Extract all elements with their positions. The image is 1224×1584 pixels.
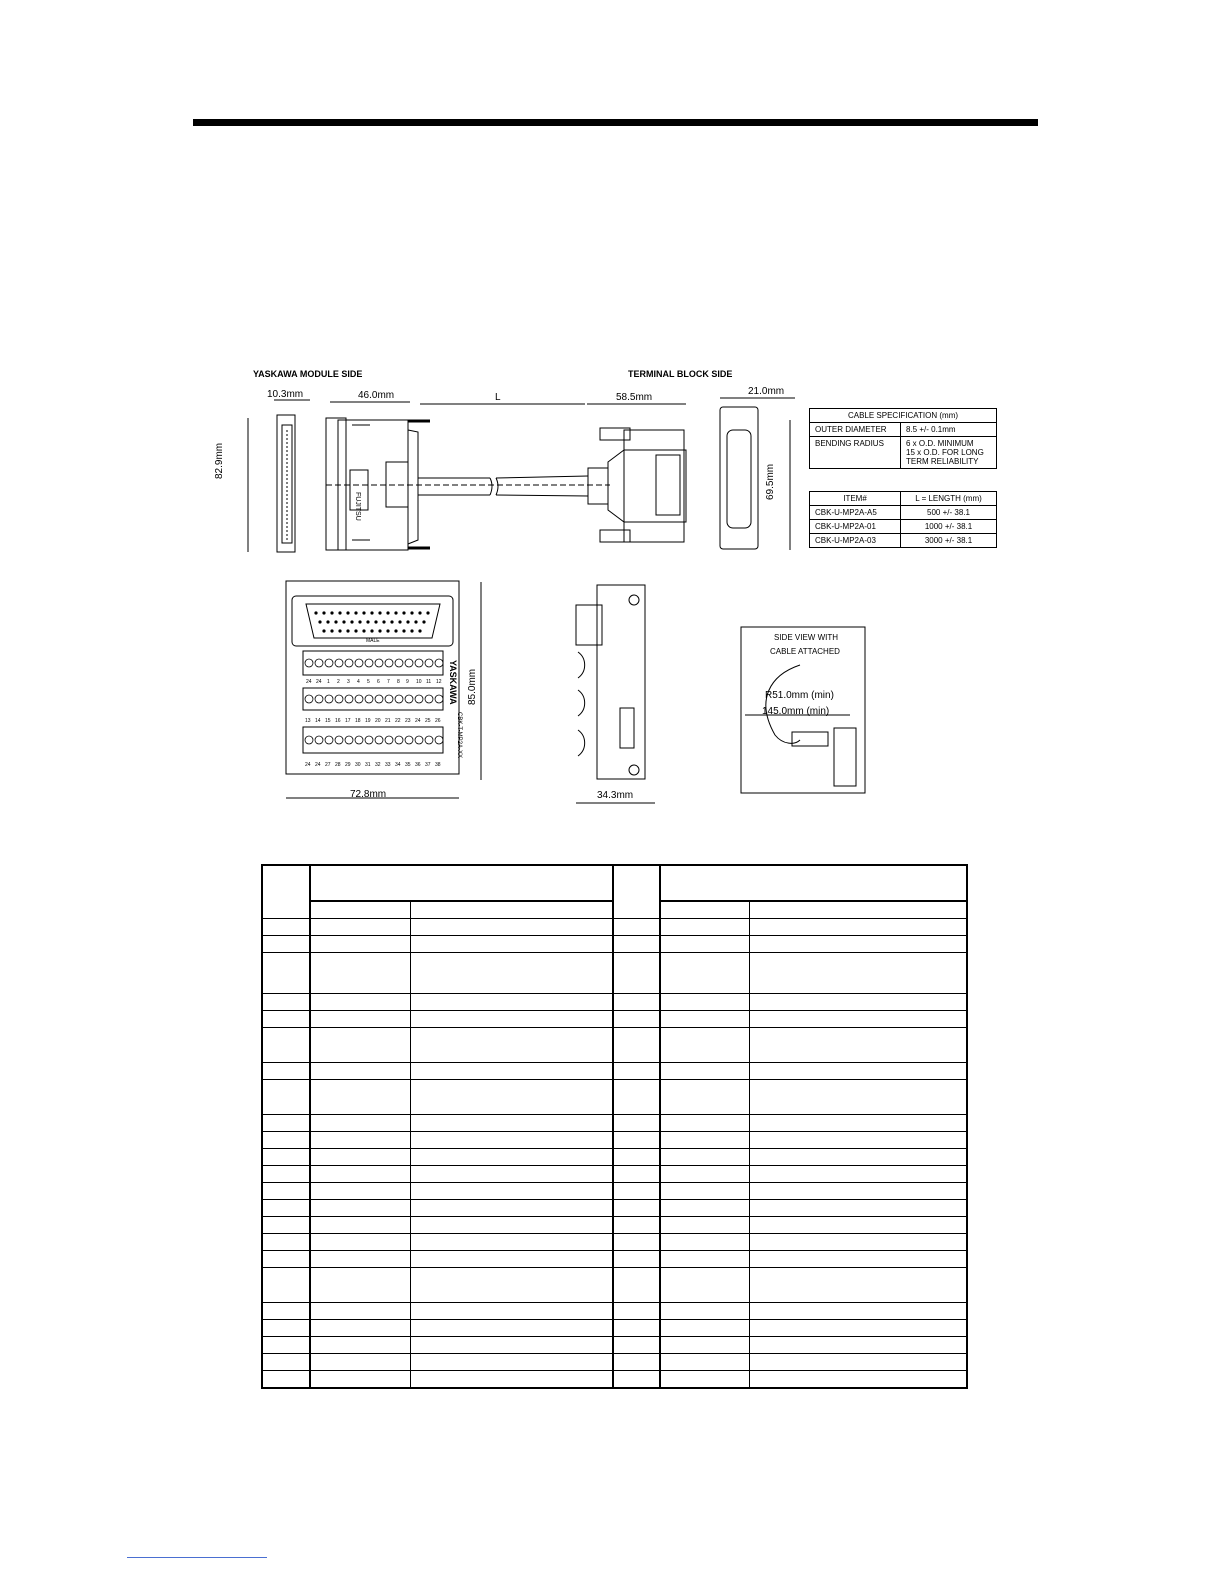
length-min-label: 145.0mm (min) <box>762 706 830 717</box>
tn2-4: 17 <box>345 718 351 724</box>
footer-line <box>127 1557 267 1558</box>
dim-85-0: 85.0mm <box>467 668 478 705</box>
pin-cell <box>749 1354 967 1371</box>
bottom-screw <box>600 530 630 542</box>
pin-cell <box>262 1337 310 1354</box>
side-view-screw-top <box>629 595 639 605</box>
pin-cell <box>410 1354 613 1371</box>
dim-21-0: 21.0mm <box>748 386 785 397</box>
module-connector-backshell <box>408 430 418 544</box>
pin-cell <box>613 1303 660 1320</box>
pin-cell <box>410 1183 613 1200</box>
tn1-13: 12 <box>436 679 442 685</box>
pin-cell <box>749 1251 967 1268</box>
tn2-7: 20 <box>375 718 381 724</box>
tn3-5: 30 <box>355 762 361 768</box>
pin-cell <box>613 1371 660 1389</box>
pin-cell <box>310 1251 410 1268</box>
tn1-8: 7 <box>387 679 390 685</box>
pin-cell <box>310 1183 410 1200</box>
pin-cell <box>613 919 660 936</box>
pin-cell <box>262 1354 310 1371</box>
pin-cell <box>410 1268 613 1303</box>
pin-cell <box>613 1354 660 1371</box>
pin-row <box>262 919 967 936</box>
item-row-item: CBK-U-MP2A-A5 <box>810 506 901 520</box>
pin-cell <box>613 1115 660 1132</box>
tn3-3: 28 <box>335 762 341 768</box>
pin-cell <box>410 1080 613 1115</box>
pin-cell <box>262 1251 310 1268</box>
tn2-1: 14 <box>315 718 321 724</box>
pin-cell <box>310 1234 410 1251</box>
tn2-0: 13 <box>305 718 311 724</box>
pin-cell <box>660 1115 749 1132</box>
pin-cell <box>749 1080 967 1115</box>
pin-cell <box>749 1268 967 1303</box>
pin-cell <box>410 1303 613 1320</box>
bend-line-2: 15 x O.D. FOR LONG <box>906 448 984 457</box>
pin-cell <box>660 1063 749 1080</box>
item-row-length: 500 +/- 38.1 <box>901 506 997 520</box>
pin-row <box>262 1251 967 1268</box>
pin-header-no-right <box>613 865 660 919</box>
pin-row <box>262 1268 967 1303</box>
pin-cell <box>613 1200 660 1217</box>
pin-cell <box>410 1337 613 1354</box>
pin-cell <box>749 1028 967 1063</box>
pin-cell <box>310 1268 410 1303</box>
pin-row <box>262 1011 967 1028</box>
pin-cell <box>310 936 410 953</box>
side-view-title-2: CABLE ATTACHED <box>770 647 840 656</box>
pin-cell <box>262 994 310 1011</box>
pin-cell <box>310 1303 410 1320</box>
terminal-connector-label <box>656 455 680 515</box>
pin-cell <box>410 1132 613 1149</box>
pin-cell <box>749 994 967 1011</box>
pin-cell <box>262 1234 310 1251</box>
bend-line-3: TERM RELIABILITY <box>906 457 979 466</box>
pin-cell <box>660 1200 749 1217</box>
pin-row <box>262 936 967 953</box>
pin-subheader <box>410 901 613 919</box>
side-view-screw-bottom <box>629 765 639 775</box>
pin-header-left <box>310 865 613 901</box>
side-view-body <box>597 585 645 779</box>
pin-cell <box>310 994 410 1011</box>
pin-cell <box>410 936 613 953</box>
item-length-table <box>809 491 997 548</box>
tn3-10: 35 <box>405 762 411 768</box>
pin-cell <box>262 1149 310 1166</box>
pin-cell <box>410 1115 613 1132</box>
pin-cell <box>660 1011 749 1028</box>
pin-cell <box>660 1166 749 1183</box>
pin-cell <box>310 1149 410 1166</box>
pin-row <box>262 1354 967 1371</box>
terminal-numbers <box>305 679 442 768</box>
tn1-11: 10 <box>416 679 422 685</box>
pin-cell <box>613 1320 660 1337</box>
pin-cell <box>613 953 660 994</box>
pin-cell <box>749 1063 967 1080</box>
pin-row <box>262 1234 967 1251</box>
pin-cell <box>310 1166 410 1183</box>
tn1-9: 8 <box>397 679 400 685</box>
pin-cell <box>310 1200 410 1217</box>
pin-row <box>262 953 967 994</box>
pin-cell <box>262 1063 310 1080</box>
pin-cell <box>613 1251 660 1268</box>
dim-82-9: 82.9mm <box>214 442 225 479</box>
pin-row <box>262 1371 967 1389</box>
pin-cell <box>660 1268 749 1303</box>
pin-cell <box>262 1166 310 1183</box>
pin-cell <box>410 1371 613 1389</box>
item-row-item: CBK-U-MP2A-03 <box>810 534 901 548</box>
dim-10-3: 10.3mm <box>267 389 304 400</box>
pin-cell <box>410 1200 613 1217</box>
pin-cell <box>310 1028 410 1063</box>
outer-diameter-value: 8.5 +/- 0.1mm <box>901 423 997 437</box>
pin-cell <box>613 1011 660 1028</box>
pin-cell <box>613 1268 660 1303</box>
tn1-3: 2 <box>337 679 340 685</box>
side-view-clamp-3 <box>578 730 585 756</box>
pin-cell <box>310 1217 410 1234</box>
item-header: ITEM# <box>810 492 901 506</box>
pin-cell <box>660 919 749 936</box>
pin-cell <box>660 1132 749 1149</box>
tn3-13: 38 <box>435 762 441 768</box>
pin-cell <box>262 1320 310 1337</box>
pin-cell <box>410 1217 613 1234</box>
tn1-1: 24 <box>316 679 322 685</box>
side-view-title-1: SIDE VIEW WITH <box>774 633 838 642</box>
outer-diameter-label: OUTER DIAMETER <box>810 423 901 437</box>
pin-cell <box>262 1011 310 1028</box>
pin-cell <box>410 1011 613 1028</box>
pin-row <box>262 1080 967 1115</box>
pin-header-no-left <box>262 865 310 919</box>
pin-cell <box>749 1149 967 1166</box>
pin-cell <box>613 1028 660 1063</box>
pin-row <box>262 994 967 1011</box>
tn1-10: 9 <box>406 679 409 685</box>
pin-cell <box>310 1320 410 1337</box>
pin-assignment-table <box>261 864 968 1389</box>
pin-cell <box>749 953 967 994</box>
terminal-block-outline <box>286 581 459 774</box>
pin-cell <box>660 1251 749 1268</box>
pin-cell <box>410 1251 613 1268</box>
tn2-9: 22 <box>395 718 401 724</box>
item-row-length: 1000 +/- 38.1 <box>901 520 997 534</box>
dim-69-5: 69.5mm <box>765 463 776 500</box>
pin-row <box>262 1217 967 1234</box>
inset-connector <box>792 732 828 746</box>
length-header: L = LENGTH (mm) <box>901 492 997 506</box>
pin-cell <box>749 1011 967 1028</box>
pin-cell <box>660 1354 749 1371</box>
pin-row <box>262 1166 967 1183</box>
tn2-8: 21 <box>385 718 391 724</box>
pin-cell <box>613 1217 660 1234</box>
pin-row <box>262 1149 967 1166</box>
cable-spec-table <box>809 408 997 469</box>
pin-cell <box>310 919 410 936</box>
dim-34-3: 34.3mm <box>597 790 634 801</box>
pin-row <box>262 1063 967 1080</box>
tn1-12: 11 <box>426 679 432 685</box>
pin-cell <box>613 936 660 953</box>
radius-label: R51.0mm (min) <box>765 690 834 701</box>
pin-cell <box>310 1337 410 1354</box>
terminal-side-heading: TERMINAL BLOCK SIDE <box>628 369 733 379</box>
side-view-connector <box>576 605 602 645</box>
pin-cell <box>310 1080 410 1115</box>
pin-cell <box>660 953 749 994</box>
pin-cell <box>410 1028 613 1063</box>
pin-cell <box>410 1063 613 1080</box>
pin-header-right <box>660 865 967 901</box>
tn1-6: 5 <box>367 679 370 685</box>
pin-cell <box>660 1080 749 1115</box>
pin-cell <box>410 919 613 936</box>
tn1-2: 1 <box>327 679 330 685</box>
pin-cell <box>749 1200 967 1217</box>
pin-cell <box>660 1371 749 1389</box>
pin-cell <box>613 1063 660 1080</box>
pin-subheader <box>749 901 967 919</box>
tn3-9: 34 <box>395 762 401 768</box>
side-view-label <box>620 708 634 748</box>
pin-cell <box>262 1080 310 1115</box>
tn2-10: 23 <box>405 718 411 724</box>
side-view-clamp-1 <box>578 652 585 678</box>
terminal-end-pins <box>727 430 751 528</box>
pin-cell <box>262 936 310 953</box>
tn2-2: 15 <box>325 718 331 724</box>
pin-cell <box>262 1371 310 1389</box>
pin-cell <box>410 1149 613 1166</box>
pin-cell <box>749 1217 967 1234</box>
pin-cell <box>749 1371 967 1389</box>
item-row-length: 3000 +/- 38.1 <box>901 534 997 548</box>
pin-cell <box>660 1028 749 1063</box>
pin-row <box>262 1183 967 1200</box>
tn3-7: 32 <box>375 762 381 768</box>
pin-cell <box>749 1183 967 1200</box>
terminal-connector-shell <box>624 430 684 542</box>
pin-row <box>262 1132 967 1149</box>
pin-cell <box>660 1149 749 1166</box>
inset-block <box>834 728 856 786</box>
pin-cell <box>262 1132 310 1149</box>
cable-spec-title: CABLE SPECIFICATION (mm) <box>810 409 997 423</box>
pin-cell <box>262 1115 310 1132</box>
tn3-4: 29 <box>345 762 351 768</box>
tn3-2: 27 <box>325 762 331 768</box>
pin-cell <box>613 1234 660 1251</box>
pin-cell <box>749 1166 967 1183</box>
pin-subheader <box>660 901 749 919</box>
pin-cell <box>660 1320 749 1337</box>
pin-cell <box>660 936 749 953</box>
tn2-3: 16 <box>335 718 341 724</box>
pin-cell <box>613 1166 660 1183</box>
pin-cell <box>613 1132 660 1149</box>
pin-cell <box>749 1234 967 1251</box>
tn1-5: 4 <box>357 679 360 685</box>
pin-cell <box>262 1217 310 1234</box>
male-label: MALE <box>366 638 380 644</box>
pin-cell <box>310 1371 410 1389</box>
bend-line-1: 6 x O.D. MINIMUM <box>906 439 974 448</box>
pin-cell <box>310 1011 410 1028</box>
pin-cell <box>613 1080 660 1115</box>
strain-relief <box>588 468 608 504</box>
pin-cell <box>262 919 310 936</box>
fujitsu-label: FUJITSU <box>354 492 361 521</box>
tn2-5: 18 <box>355 718 361 724</box>
module-connector-body <box>326 418 346 550</box>
tn2-11: 24 <box>415 718 421 724</box>
pin-cell <box>410 1320 613 1337</box>
pin-cell <box>262 1200 310 1217</box>
pin-cell <box>262 1268 310 1303</box>
side-view-clamp-2 <box>578 690 585 716</box>
pin-cell <box>613 994 660 1011</box>
tn3-0: 24 <box>305 762 311 768</box>
pin-cell <box>310 1115 410 1132</box>
pin-cell <box>262 1303 310 1320</box>
dim-L: L <box>495 392 501 403</box>
block-model-label: CBK-T-MP2A-XX <box>456 712 462 759</box>
pin-cell <box>749 1337 967 1354</box>
tn2-6: 19 <box>365 718 371 724</box>
tn1-4: 3 <box>347 679 350 685</box>
pin-cell <box>310 1132 410 1149</box>
tn3-6: 31 <box>365 762 371 768</box>
item-row-item: CBK-U-MP2A-01 <box>810 520 901 534</box>
pin-row <box>262 1303 967 1320</box>
tn3-1: 24 <box>315 762 321 768</box>
pin-cell <box>410 1234 613 1251</box>
dsub-face <box>306 604 440 638</box>
pin-row <box>262 1200 967 1217</box>
pin-row <box>262 1115 967 1132</box>
tn2-12: 25 <box>425 718 431 724</box>
pin-cell <box>410 1166 613 1183</box>
pin-cell <box>660 1303 749 1320</box>
pin-cell <box>660 1217 749 1234</box>
pin-cell <box>660 1234 749 1251</box>
pin-cell <box>310 953 410 994</box>
terminal-connector-hood <box>608 450 686 522</box>
pin-row <box>262 1320 967 1337</box>
pin-cell <box>749 1132 967 1149</box>
pin-cell <box>310 1063 410 1080</box>
pin-cell <box>310 1354 410 1371</box>
pin-cell <box>749 1115 967 1132</box>
pin-cell <box>660 1183 749 1200</box>
yaskawa-logo-text: YASKAWA <box>448 660 458 705</box>
pin-cell <box>749 1320 967 1337</box>
pin-cell <box>410 994 613 1011</box>
pin-cell <box>660 994 749 1011</box>
pin-cell <box>613 1183 660 1200</box>
pin-cell <box>613 1149 660 1166</box>
pin-cell <box>749 919 967 936</box>
pin-cell <box>749 936 967 953</box>
dim-46-0: 46.0mm <box>358 390 395 401</box>
tn3-12: 37 <box>425 762 431 768</box>
bending-radius-label: BENDING RADIUS <box>810 437 901 469</box>
pin-cell <box>613 1337 660 1354</box>
tn3-8: 33 <box>385 762 391 768</box>
dim-58-5: 58.5mm <box>616 392 653 403</box>
pin-cell <box>749 1303 967 1320</box>
dim-72-8: 72.8mm <box>350 789 387 800</box>
pin-cell <box>262 1028 310 1063</box>
pin-cell <box>410 953 613 994</box>
pin-cell <box>660 1337 749 1354</box>
pin-row <box>262 1337 967 1354</box>
tn1-0: 24 <box>306 679 312 685</box>
tn3-11: 36 <box>415 762 421 768</box>
module-side-heading: YASKAWA MODULE SIDE <box>253 369 363 379</box>
tn2-13: 26 <box>435 718 441 724</box>
pin-cell <box>262 953 310 994</box>
pin-subheader <box>310 901 410 919</box>
pin-cell <box>262 1183 310 1200</box>
tn1-7: 6 <box>377 679 380 685</box>
pin-row <box>262 1028 967 1063</box>
bending-radius-value <box>901 437 997 469</box>
